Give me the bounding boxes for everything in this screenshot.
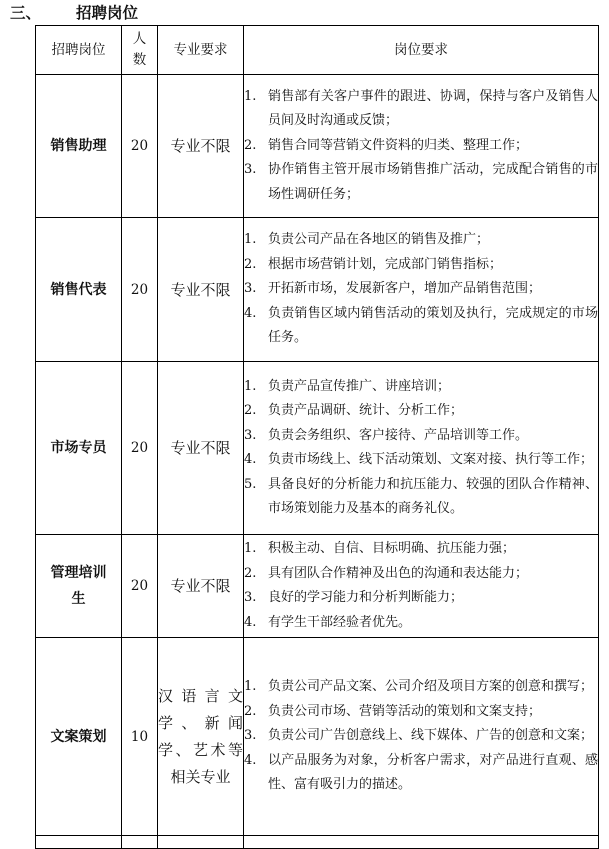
item-number: 1. bbox=[244, 378, 257, 394]
list-item bbox=[244, 473, 598, 522]
item-number: 2. bbox=[244, 256, 257, 272]
section-heading bbox=[10, 2, 138, 24]
list-item bbox=[244, 586, 598, 611]
requirements-cell bbox=[244, 638, 599, 836]
position-cell bbox=[36, 535, 122, 638]
list-item bbox=[244, 675, 598, 700]
empty-cell bbox=[158, 836, 244, 849]
item-text: 负责产品宣传推广、讲座培训； bbox=[268, 378, 451, 394]
requirements-cell bbox=[244, 218, 599, 362]
header-position: 招聘岗位 bbox=[36, 26, 122, 75]
position-cell: 市场专员 bbox=[36, 362, 122, 535]
position-cell: 销售助理 bbox=[36, 75, 122, 218]
header-major: 专业要求 bbox=[158, 26, 244, 75]
major-cell: 专业不限 bbox=[158, 362, 244, 535]
count-cell: 20 bbox=[122, 75, 158, 218]
item-number: 4. bbox=[244, 305, 257, 321]
item-text: 负责销售区域内销售活动的策划及执行，完成规定的市场任务。 bbox=[268, 305, 598, 346]
table-row bbox=[36, 638, 599, 836]
table-row bbox=[36, 75, 599, 218]
major-cell: 专业不限 bbox=[158, 535, 244, 638]
requirements-list bbox=[244, 675, 598, 798]
item-number: 3. bbox=[244, 281, 257, 297]
major-cell: 汉语言文学、新闻学、艺术等相关专业 bbox=[158, 638, 244, 836]
section-number: 三、 bbox=[10, 4, 42, 22]
item-text: 负责公司广告创意线上、线下媒体、广告的创意和文案； bbox=[268, 728, 594, 744]
item-number: 4. bbox=[244, 452, 257, 467]
item-number: 3. bbox=[244, 728, 257, 744]
item-text: 具有团队合作精神及出色的沟通和表达能力； bbox=[268, 565, 529, 581]
item-text: 销售部有关客户事件的跟进、协调，保持与客户及销售人员间及时沟通或反馈； bbox=[268, 88, 598, 129]
item-number: 3. bbox=[244, 162, 257, 178]
list-item bbox=[244, 537, 598, 562]
item-number: 4. bbox=[244, 614, 257, 630]
job-positions-table bbox=[35, 25, 599, 849]
requirements-list bbox=[244, 85, 598, 208]
header-count bbox=[122, 26, 158, 75]
list-item bbox=[244, 749, 598, 798]
list-item bbox=[244, 277, 598, 302]
list-item bbox=[244, 424, 598, 449]
empty-cell bbox=[244, 836, 599, 849]
table-row bbox=[36, 535, 599, 638]
position-line2: 生 bbox=[71, 591, 86, 607]
requirements-list bbox=[244, 537, 598, 635]
item-text: 负责公司产品文案、公司介绍及项目方案的创意和撰写； bbox=[268, 679, 594, 695]
section-title: 招聘岗位 bbox=[76, 4, 139, 22]
item-text: 负责公司市场、营销等活动的策划和文案支持； bbox=[268, 703, 542, 719]
list-item bbox=[244, 302, 598, 351]
item-number: 2. bbox=[244, 137, 257, 153]
item-text: 良好的学习能力和分析判断能力； bbox=[268, 590, 464, 605]
item-text: 负责产品调研、统计、分析工作； bbox=[268, 403, 464, 418]
item-number: 5. bbox=[244, 476, 257, 492]
list-item bbox=[244, 134, 598, 159]
list-item bbox=[244, 158, 598, 207]
count-cell: 20 bbox=[122, 218, 158, 362]
list-item bbox=[244, 700, 598, 725]
requirements-list bbox=[244, 228, 598, 351]
item-text: 积极主动、自信、目标明确、抗压能力强； bbox=[268, 541, 516, 556]
list-item bbox=[244, 253, 598, 278]
table-row bbox=[36, 218, 599, 362]
item-number: 3. bbox=[244, 427, 257, 443]
table-header-row bbox=[36, 26, 599, 75]
count-cell: 10 bbox=[122, 638, 158, 836]
item-number: 4. bbox=[244, 752, 257, 768]
list-item bbox=[244, 562, 598, 587]
requirements-list bbox=[244, 375, 598, 522]
item-text: 有学生干部经验者优先。 bbox=[268, 614, 412, 630]
empty-cell bbox=[36, 836, 122, 849]
requirements-cell bbox=[244, 362, 599, 535]
item-text: 负责公司产品在各地区的销售及推广； bbox=[268, 232, 490, 248]
item-text: 负责会务组织、客户接待、产品培训等工作。 bbox=[268, 427, 529, 443]
position-line1: 管理培训 bbox=[50, 565, 107, 581]
table-row-partial bbox=[36, 836, 599, 849]
major-cell: 专业不限 bbox=[158, 218, 244, 362]
header-requirements: 岗位要求 bbox=[244, 26, 599, 75]
table-row bbox=[36, 362, 599, 535]
item-number: 1. bbox=[244, 679, 257, 695]
item-number: 3. bbox=[244, 590, 257, 605]
list-item bbox=[244, 228, 598, 253]
item-text: 销售合同等营销文件资料的归类、整理工作； bbox=[268, 137, 529, 153]
item-text: 负责市场线上、线下活动策划、文案对接、执行等工作； bbox=[268, 452, 594, 467]
major-cell: 专业不限 bbox=[158, 75, 244, 218]
header-count-line1: 人 bbox=[132, 31, 147, 47]
list-item bbox=[244, 724, 598, 749]
empty-cell bbox=[122, 836, 158, 849]
item-number: 1. bbox=[244, 232, 257, 248]
list-item bbox=[244, 448, 598, 473]
requirements-cell bbox=[244, 75, 599, 218]
requirements-cell bbox=[244, 535, 599, 638]
count-cell: 20 bbox=[122, 362, 158, 535]
item-text: 以产品服务为对象，分析客户需求，对产品进行直观、感性、富有吸引力的描述。 bbox=[268, 752, 598, 793]
item-number: 2. bbox=[244, 703, 257, 719]
count-cell: 20 bbox=[122, 535, 158, 638]
item-text: 具备良好的分析能力和抗压能力、较强的团队合作精神、市场策划能力及基本的商务礼仪。 bbox=[268, 476, 598, 516]
item-number: 1. bbox=[244, 541, 257, 556]
item-text: 根据市场营销计划，完成部门销售指标； bbox=[268, 256, 503, 272]
list-item bbox=[244, 399, 598, 424]
item-number: 2. bbox=[244, 403, 257, 418]
item-number: 1. bbox=[244, 88, 257, 104]
item-number: 2. bbox=[244, 565, 257, 581]
position-cell: 销售代表 bbox=[36, 218, 122, 362]
item-text: 开拓新市场，发展新客户，增加产品销售范围； bbox=[268, 281, 542, 297]
list-item bbox=[244, 611, 598, 636]
list-item bbox=[244, 85, 598, 134]
header-count-line2: 数 bbox=[132, 52, 147, 68]
position-cell: 文案策划 bbox=[36, 638, 122, 836]
list-item bbox=[244, 375, 598, 400]
item-text: 协作销售主管开展市场销售推广活动，完成配合销售的市场性调研任务； bbox=[268, 162, 598, 202]
